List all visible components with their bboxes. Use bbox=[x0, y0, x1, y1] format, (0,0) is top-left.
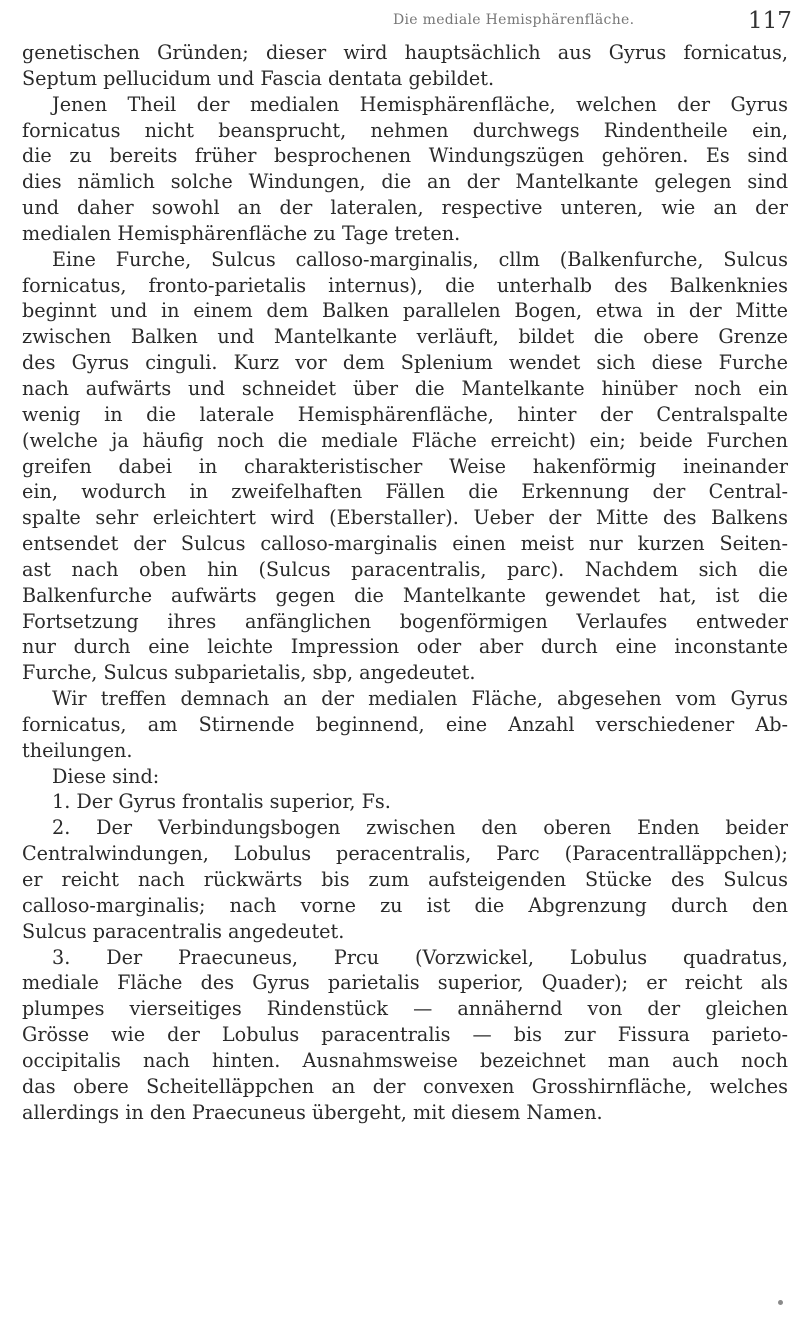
text-line: und daher sowohl an der lateralen, respective unteren, wie an der bbox=[22, 196, 788, 220]
text-line: spalte sehr erleichtert wird (Eberstaller). Ueber der Mitte des Balkens bbox=[22, 506, 788, 530]
text-line: nur durch eine leichte Impression oder aber durch eine inconstante bbox=[22, 635, 788, 659]
text-line: theilungen. bbox=[22, 738, 133, 762]
text-line: medialen Hemisphärenfläche zu Tage treten. bbox=[22, 221, 461, 245]
list-item: 1. Der Gyrus frontalis superior, Fs. bbox=[52, 790, 391, 814]
text-line: Grösse wie der Lobulus paracentralis — bis zur Fissura parieto- bbox=[22, 1023, 788, 1047]
text-line: fornicatus, am Stirnende beginnend, eine Anzahl verschiedener Ab- bbox=[22, 712, 788, 736]
print-speck bbox=[778, 1300, 783, 1305]
text-line: occipitalis nach hinten. Ausnahmsweise bezeichnet man auch noch bbox=[22, 1048, 788, 1072]
text-line: Wir treffen demnach an der medialen Fläche, abgesehen vom Gyrus bbox=[52, 687, 788, 711]
text-line: Fortsetzung ihres anfänglichen bogenförmigen Verlaufes entweder bbox=[22, 609, 788, 633]
running-head bbox=[0, 8, 800, 38]
text-line: (welche ja häufig noch die mediale Fläche erreicht) ein; beide Furchen bbox=[22, 428, 788, 452]
page-number: 117 bbox=[748, 8, 792, 34]
body-text bbox=[22, 40, 788, 1125]
text-line: Sulcus paracentralis angedeutet. bbox=[22, 919, 345, 943]
text-line: plumpes vierseitiges Rindenstück — annähernd von der gleichen bbox=[22, 997, 788, 1021]
text-line: beginnt und in einem dem Balken parallelen Bogen, etwa in der Mitte bbox=[22, 299, 788, 323]
running-title: Die mediale Hemisphärenfläche. bbox=[393, 12, 635, 28]
text-line: Centralwindungen, Lobulus peracentralis, Parc (Paracentralläppchen); bbox=[22, 842, 788, 866]
text-line: wenig in die laterale Hemisphärenfläche, hinter der Centralspalte bbox=[22, 402, 788, 426]
text-line: dies nämlich solche Windungen, die an der Mantelkante gelegen sind bbox=[22, 170, 788, 194]
text-line: mediale Fläche des Gyrus parietalis superior, Quader); er reicht als bbox=[22, 971, 788, 995]
text-line: Jenen Theil der medialen Hemisphärenfläche, welchen der Gyrus bbox=[52, 92, 788, 116]
text-line: allerdings in den Praecuneus übergeht, mit diesem Namen. bbox=[22, 1100, 603, 1124]
text-line: greifen dabei in charakteristischer Weise hakenförmig ineinander bbox=[22, 454, 788, 478]
text-line: er reicht nach rückwärts bis zum aufsteigenden Stücke des Sulcus bbox=[22, 868, 788, 891]
text-line: Eine Furche, Sulcus calloso-marginalis, cllm (Balkenfurche, Sulcus bbox=[52, 247, 788, 271]
text-line: zwischen Balken und Mantelkante verläuft, bildet die obere Grenze bbox=[22, 325, 788, 349]
text-line: des Gyrus cinguli. Kurz vor dem Splenium wendet sich diese Furche bbox=[22, 351, 788, 375]
text-line: Furche, Sulcus subparietalis, sbp, angedeutet. bbox=[22, 661, 476, 685]
list-item: 3. Der Praecuneus, Prcu (Vorzwickel, Lobulus quadratus, bbox=[52, 945, 788, 969]
text-line: ein, wodurch in zweifelhaften Fällen die Erkennung der Central- bbox=[22, 480, 788, 504]
text-line: das obere Scheitelläppchen an der convexen Grosshirnfläche, welches bbox=[22, 1074, 788, 1098]
text-line: die zu bereits früher besprochenen Windungszügen gehören. Es sind bbox=[22, 144, 788, 168]
text-line: Diese sind: bbox=[52, 764, 160, 788]
text-line: entsendet der Sulcus calloso-marginalis einen meist nur kurzen Seiten- bbox=[22, 532, 788, 556]
text-line: calloso-marginalis; nach vorne zu ist die Abgrenzung durch den bbox=[22, 893, 788, 917]
text-line: fornicatus, fronto-parietalis internus), die unterhalb des Balkenknies bbox=[22, 273, 788, 297]
text-line: Septum pellucidum und Fascia dentata gebildet. bbox=[22, 66, 495, 90]
list-item: 2. Der Verbindungsbogen zwischen den oberen Enden beider bbox=[52, 816, 788, 840]
text-line: fornicatus nicht beansprucht, nehmen durchwegs Rindentheile ein, bbox=[22, 118, 788, 142]
text-line: nach aufwärts und schneidet über die Mantelkante hinüber noch ein bbox=[22, 376, 788, 400]
text-line: genetischen Gründen; dieser wird hauptsächlich aus Gyrus fornicatus, bbox=[22, 41, 788, 64]
text-line: ast nach oben hin (Sulcus paracentralis, parc). Nachdem sich die bbox=[22, 557, 788, 581]
text-line: Balkenfurche aufwärts gegen die Mantelkante gewendet hat, ist die bbox=[22, 583, 788, 607]
